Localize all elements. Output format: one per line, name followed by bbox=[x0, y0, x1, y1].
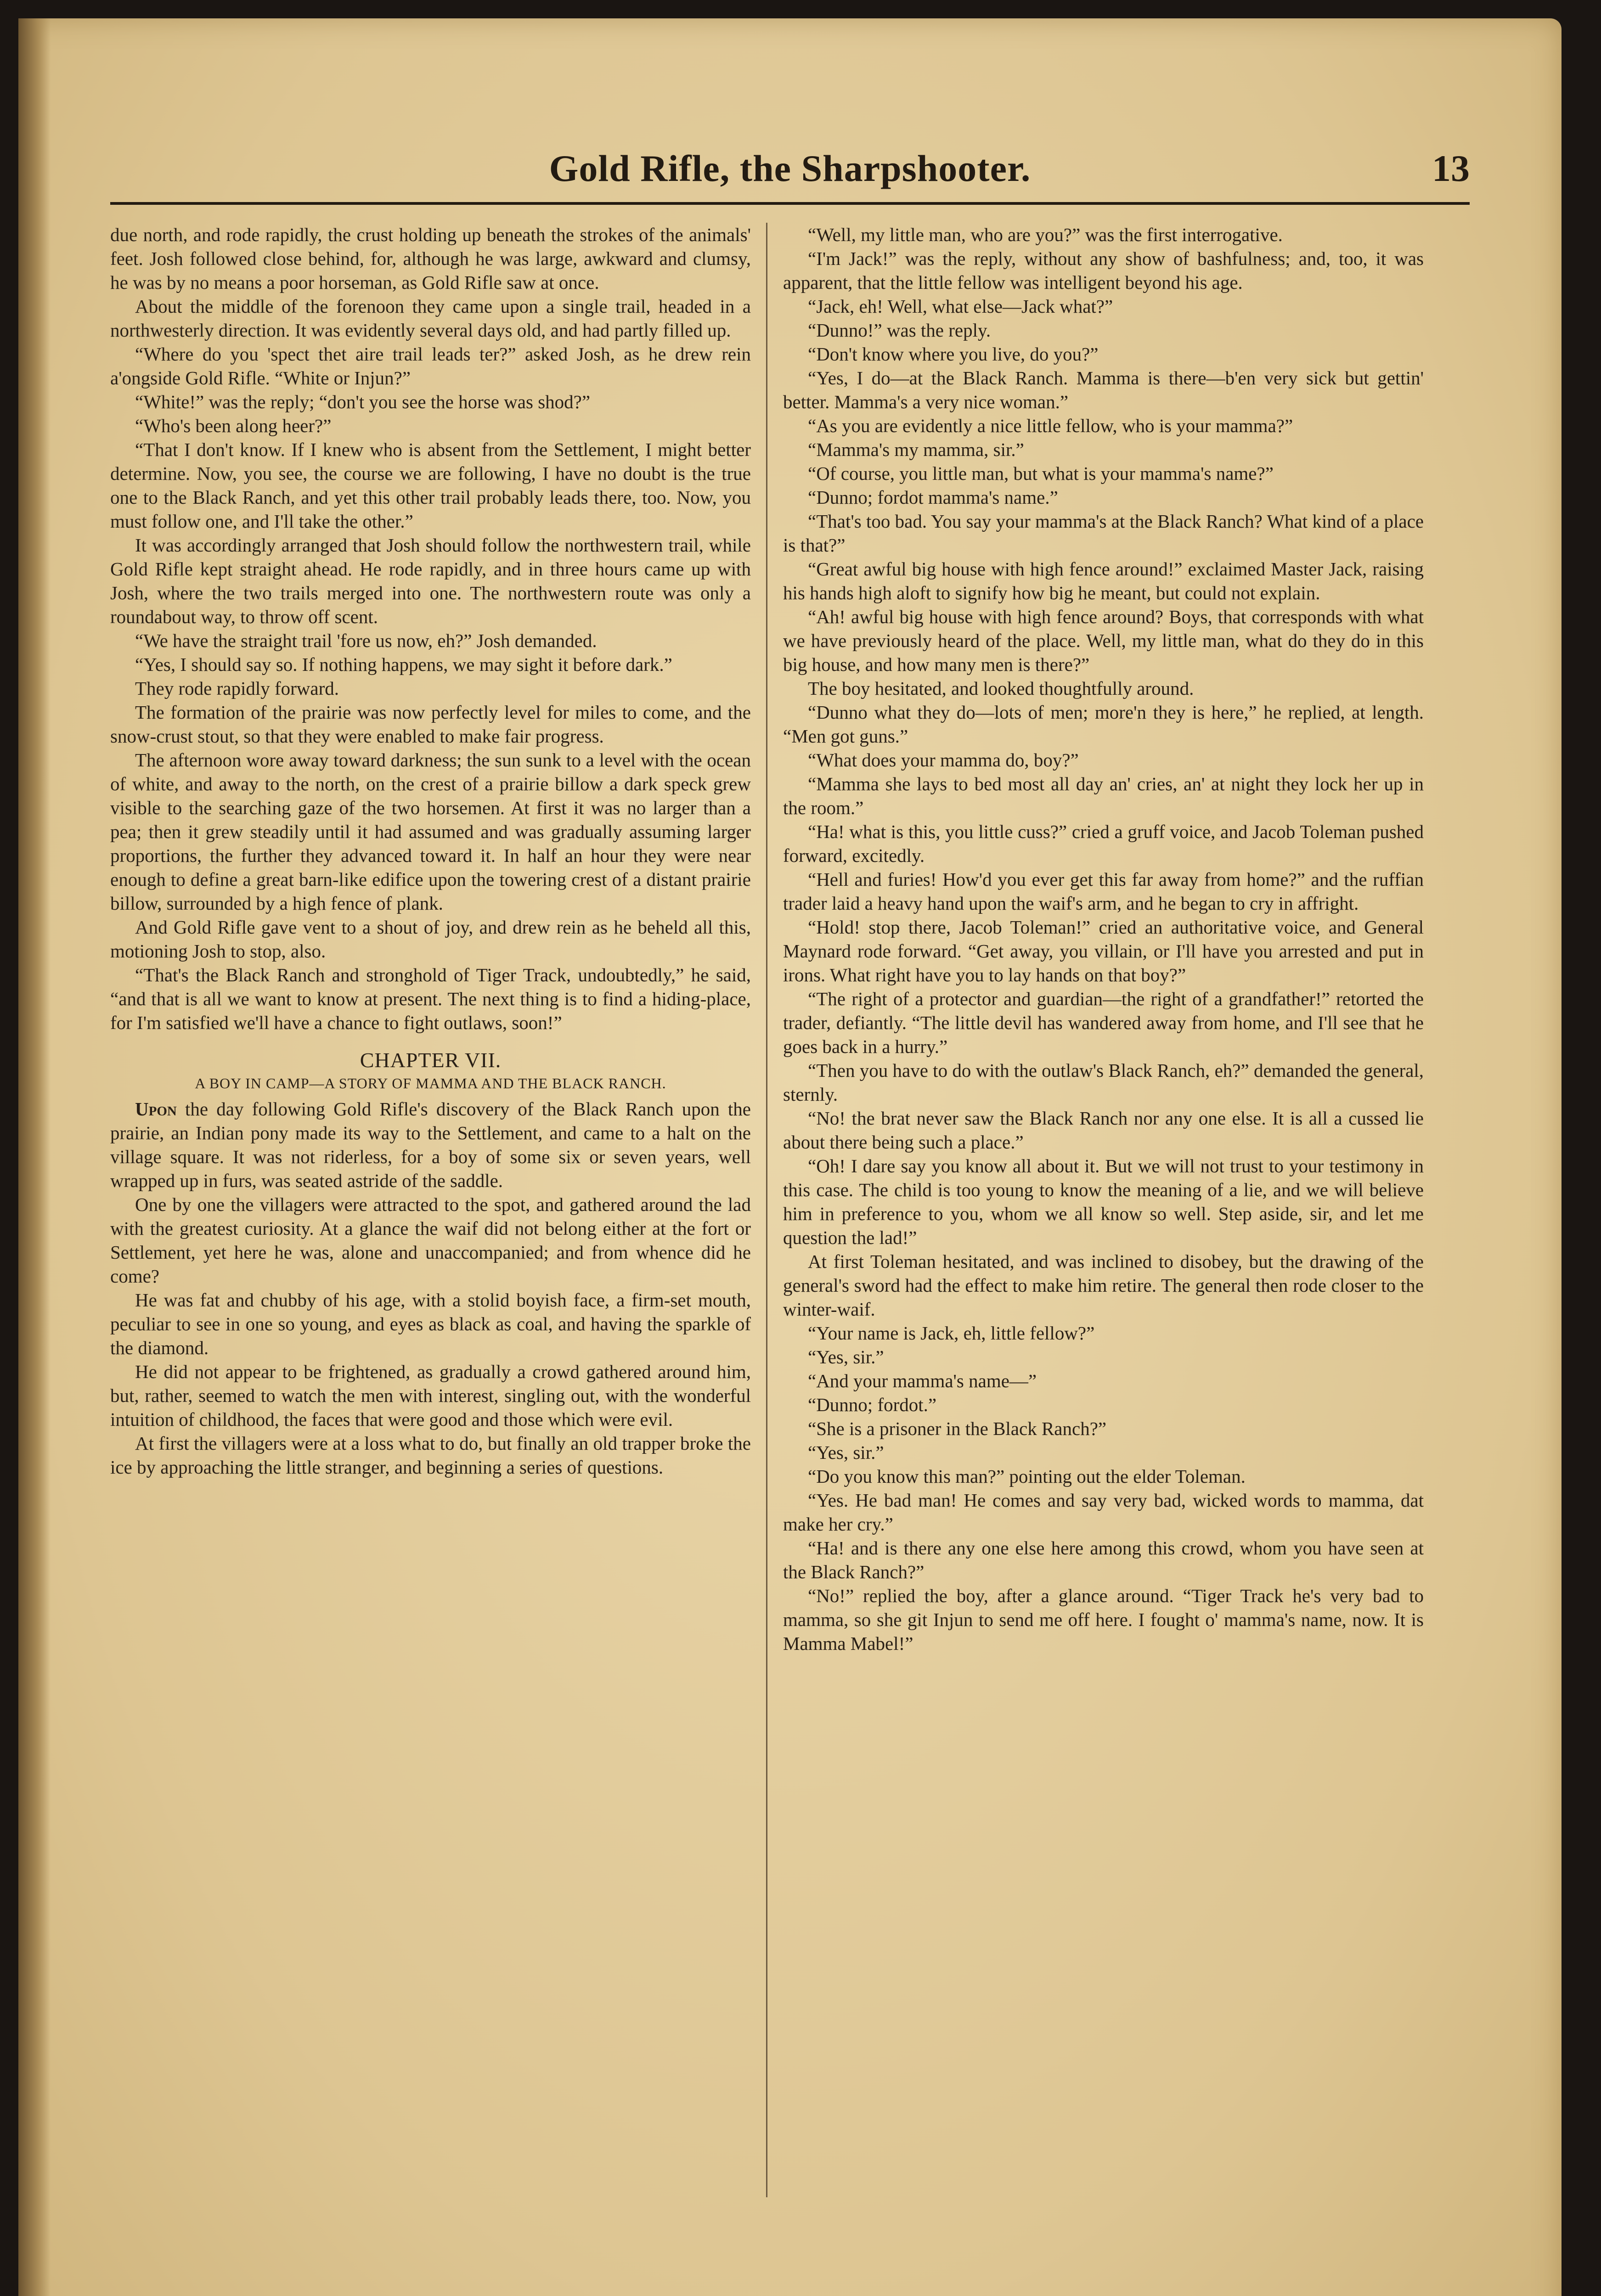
paragraph: “Dunno what they do—lots of men; more'n they is here,” he replied, at length. “Men got guns.” bbox=[783, 702, 1424, 747]
paragraph: “Ha! what is this, you little cuss?” cried a gruff voice, and Jacob Toleman pushed forward, excitedly. bbox=[783, 821, 1424, 866]
paragraph: “Jack, eh! Well, what else—Jack what?” bbox=[808, 296, 1113, 317]
paragraph: About the middle of the forenoon they came upon a single trail, headed in a northwesterly direction. It was evidently several days old, and had partly filled up. bbox=[110, 296, 751, 341]
paragraph: “Yes, sir.” bbox=[808, 1442, 884, 1463]
running-title: Gold Rifle, the Sharpshooter. bbox=[549, 147, 1031, 189]
left-column bbox=[110, 223, 751, 2197]
chapter-subtitle: A BOY IN CAMP—A STORY OF MAMMA AND THE BLACK RANCH. bbox=[195, 1075, 666, 1092]
page-spine-shadow bbox=[18, 18, 51, 2296]
paragraph: “Mamma she lays to bed most all day an' cries, an' at night they lock her up in the room.” bbox=[783, 773, 1424, 818]
paragraph: They rode rapidly forward. bbox=[135, 678, 339, 699]
paragraph: “As you are evidently a nice little fellow, who is your mamma?” bbox=[808, 415, 1293, 436]
right-column bbox=[783, 223, 1424, 2197]
paragraph: “Don't know where you live, do you?” bbox=[808, 343, 1099, 365]
paragraph: The afternoon wore away toward darkness; the sun sunk to a level with the ocean of white, and away to the north, on the crest of a prairie billow a dark speck grew visible to the searching gaze of the two horsemen. At first it was no larger than a pea; then it grew steadily until it had assumed and was gradually assuming larger proportions, the further they advanced toward it. In half an hour they were near enough to define a great barn-like edifice upon the towering crest of a distant prairie billow, surrounded by a high fence of plank. bbox=[110, 749, 751, 914]
paragraph: “Yes, I do—at the Black Ranch. Mamma is there—b'en very sick but gettin' better. Mamma's a very nice woman.” bbox=[783, 367, 1424, 412]
paragraph: “No!” replied the boy, after a glance around. “Tiger Track he's very bad to mamma, so she git Injun to send me off here. I fought o' mamma's name, now. It is Mamma Mabel!” bbox=[783, 1585, 1424, 1654]
paragraph: “Yes. He bad man! He comes and say very bad, wicked words to mamma, dat make her cry.” bbox=[783, 1490, 1424, 1535]
paragraph: “She is a prisoner in the Black Ranch?” bbox=[808, 1418, 1107, 1439]
paragraph: It was accordingly arranged that Josh should follow the northwestern trail, while Gold Rifle kept straight ahead. He rode rapidly, and in three hours came up with Josh, where the two trails merged into one. The northwestern route was only a roundabout way, to throw off scent. bbox=[110, 535, 751, 627]
paragraph: “I'm Jack!” was the reply, without any show of bashfulness; and, too, it was apparent, that the little fellow was intelligent beyond his age. bbox=[783, 248, 1424, 293]
paragraph: “Do you know this man?” pointing out the elder Toleman. bbox=[808, 1466, 1246, 1487]
paragraph: “And your mamma's name—” bbox=[808, 1370, 1037, 1391]
paragraph: “That's too bad. You say your mamma's at the Black Ranch? What kind of a place is that?” bbox=[783, 511, 1424, 556]
paragraph: The boy hesitated, and looked thoughtfully around. bbox=[808, 678, 1194, 699]
paragraph: He did not appear to be frightened, as gradually a crowd gathered around him, but, rather, seemed to watch the men with interest, singling out, with the wonderful intuition of childhood, the faces that were good and those which were evil. bbox=[110, 1361, 751, 1430]
paragraph: “Of course, you little man, but what is your mamma's name?” bbox=[808, 463, 1274, 484]
paragraph: “Hold! stop there, Jacob Toleman!” cried an authoritative voice, and General Maynard rode forward. “Get away, you villain, or I'll have you arrested and put in irons. What right have you to lay hands on that boy?” bbox=[783, 917, 1424, 985]
lead-word: Upon bbox=[135, 1098, 177, 1120]
paragraph: At first Toleman hesitated, and was inclined to disobey, but the drawing of the general's sword had the effect to make him retire. The general then rode closer to the winter-waif. bbox=[783, 1251, 1424, 1320]
paragraph: “Ha! and is there any one else here among this crowd, whom you have seen at the Black Ranch?” bbox=[783, 1537, 1424, 1582]
lead-text: the day following Gold Rifle's discovery of the Black Ranch upon the prairie, an Indian pony made its way to the Settlement, and came to a halt on the village square. It was not riderless, for a boy of some six or seven years, well wrapped up in furs, was seated astride of the saddle. bbox=[110, 1098, 751, 1191]
paragraph: “Dunno!” was the reply. bbox=[808, 320, 991, 341]
paragraph: “Where do you 'spect thet aire trail leads ter?” asked Josh, as he drew rein a'ongside Gold Rifle. “White or Injun?” bbox=[110, 343, 751, 388]
chapter-opening-paragraph bbox=[110, 1097, 751, 1193]
paragraph: “Great awful big house with high fence around!” exclaimed Master Jack, raising his hands high aloft to signify how big he meant, but could not explain. bbox=[783, 558, 1424, 603]
paragraph: “Mamma's my mamma, sir.” bbox=[808, 439, 1024, 460]
paragraph: “The right of a protector and guardian—the right of a grandfather!” retorted the trader, defiantly. “The little devil has wandered away from home, and I'll see that he goes back in a hurry.” bbox=[783, 988, 1424, 1057]
column-divider bbox=[766, 223, 767, 2197]
chapter-title: CHAPTER VII. bbox=[360, 1048, 502, 1072]
paragraph: “No! the brat never saw the Black Ranch nor any one else. It is all a cussed lie about there being such a place.” bbox=[783, 1108, 1424, 1153]
paragraph: “Hell and furies! How'd you ever get this far away from home?” and the ruffian trader laid a heavy hand upon the waif's arm, and he began to cry in affright. bbox=[783, 869, 1424, 914]
paragraph: “Then you have to do with the outlaw's Black Ranch, eh?” demanded the general, sternly. bbox=[783, 1060, 1424, 1105]
paragraph: And Gold Rifle gave vent to a shout of joy, and drew rein as he beheld all this, motioning Josh to stop, also. bbox=[110, 917, 751, 962]
paragraph: “Well, my little man, who are you?” was the first interrogative. bbox=[808, 224, 1283, 245]
paragraph: One by one the villagers were attracted to the spot, and gathered around the lad with the greatest curiosity. At a glance the waif did not belong either at the fort or Settlement, yet here he was, alone and unaccompanied; and from whence did he come? bbox=[110, 1194, 751, 1287]
paragraph: “Yes, sir.” bbox=[808, 1346, 884, 1367]
paragraph: due north, and rode rapidly, the crust holding up beneath the strokes of the animals' feet. Josh followed close behind, for, although he was large, awkward and clumsy, he was by no means a poor horseman, as Gold Rifle saw at once. bbox=[110, 224, 751, 293]
page-number: 13 bbox=[1432, 147, 1470, 189]
paragraph: “White!” was the reply; “don't you see the horse was shod?” bbox=[135, 391, 591, 412]
paragraph: “What does your mamma do, boy?” bbox=[808, 749, 1079, 771]
paragraph: “Dunno; fordot mamma's name.” bbox=[808, 487, 1058, 508]
paragraph: “Dunno; fordot.” bbox=[808, 1394, 937, 1415]
paragraph: “Who's been along heer?” bbox=[135, 415, 332, 436]
paragraph: The formation of the prairie was now perfectly level for miles to come, and the snow-crust stout, so that they were enabled to make fair progress. bbox=[110, 702, 751, 747]
paragraph: “Ah! awful big house with high fence around? Boys, that corresponds with what we have previously heard of the place. Well, my little man, what do they do in this big house, and how many men is there?” bbox=[783, 606, 1424, 675]
paragraph: “Oh! I dare say you know all about it. But we will not trust to your testimony in this case. The child is too young to know the meaning of a lie, and we will believe him in preference to you, whom we all know so well. Step aside, sir, and let me question the lad!” bbox=[783, 1155, 1424, 1248]
paragraph: “We have the straight trail 'fore us now, eh?” Josh demanded. bbox=[135, 630, 597, 651]
paragraph: “That's the Black Ranch and stronghold of Tiger Track, undoubtedly,” he said, “and that is all we want to know at present. The next thing is to find a hiding-place, for I'm satisfied we'll have a chance to fight outlaws, soon!” bbox=[110, 964, 751, 1033]
paragraph: “Your name is Jack, eh, little fellow?” bbox=[808, 1322, 1095, 1344]
paragraph: At first the villagers were at a loss what to do, but finally an old trapper broke the ice by approaching the little stranger, and beginning a series of questions. bbox=[110, 1433, 751, 1478]
page-header bbox=[110, 138, 1470, 205]
paragraph: He was fat and chubby of his age, with a stolid boyish face, a firm-set mouth, peculiar to see in one so young, and eyes as black as coal, and having the sparkle of the diamond. bbox=[110, 1289, 751, 1358]
paragraph: “Yes, I should say so. If nothing happens, we may sight it before dark.” bbox=[135, 654, 672, 675]
book-page bbox=[18, 18, 1562, 2296]
paragraph: “That I don't know. If I knew who is absent from the Settlement, I might better determine. Now, you see, the course we are following, I have no doubt is the true one to the Black Ranch, and yet this other trail probably leads there, too. Now, you must follow one, and I'll take the other.” bbox=[110, 439, 751, 532]
